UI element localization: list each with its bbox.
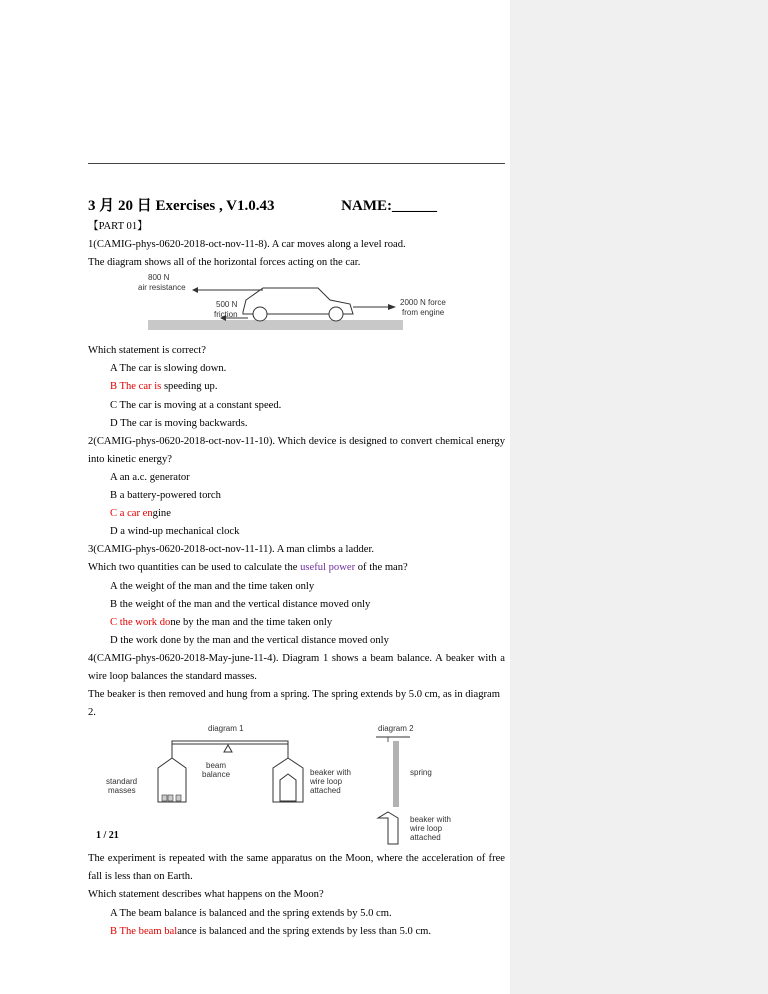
- part-heading: 【PART 01】: [88, 221, 148, 232]
- beaker-label: beaker with: [310, 768, 351, 778]
- q3-option-d: D the work done by the man and the vertical distance moved only: [110, 634, 389, 646]
- road: [148, 320, 403, 330]
- friction-value: 500 N: [216, 300, 238, 310]
- q4-stem: 4(CAMIG-phys-0620-2018-May-june-11-4). Diagram 1 shows a beam balance. A beaker with a wire loop balances the standard masses.: [88, 652, 505, 682]
- beaker2-label-3: attached: [410, 833, 441, 843]
- q2-option-b: B a battery-powered torch: [110, 490, 221, 502]
- option-text: ne by the man and the time taken only: [170, 616, 333, 628]
- q1-question: Which statement is correct?: [88, 345, 206, 357]
- q4-stem2: The beaker is then removed and hung from a spring. The spring extends by 5.0 cm, as in diagram 2.: [88, 689, 500, 719]
- q3-question: [88, 559, 505, 577]
- answer-highlight: B The beam bal: [110, 925, 178, 937]
- air-value: 800 N: [148, 273, 170, 283]
- q3-stem: 3(CAMIG-phys-0620-2018-oct-nov-11-11). A man climbs a ladder.: [88, 544, 375, 556]
- answer-highlight: C the work do: [110, 616, 171, 628]
- q1-stem: 1(CAMIG-phys-0620-2018-oct-nov-11-8). A car moves along a level road.: [88, 239, 406, 251]
- option-text: ance is balanced and the spring extends by less than 5.0 cm.: [177, 925, 432, 937]
- spring-label: spring: [410, 768, 432, 778]
- page-title: [88, 196, 505, 216]
- engine-label: from engine: [402, 308, 445, 318]
- option-text: speeding up.: [163, 381, 218, 393]
- beam: [172, 741, 288, 744]
- beam-label-2: balance: [202, 770, 231, 780]
- standard-label: standard: [106, 777, 138, 787]
- document-page: [88, 196, 505, 941]
- q4-stem3: The experiment is repeated with the same apparatus on the Moon, where the acceleration of free fall is less than on Earth.: [88, 853, 505, 883]
- engine-value: 2000 N force: [400, 298, 446, 308]
- comment-pane: [510, 0, 768, 994]
- q3-option-a: A the weight of the man and the time taken only: [110, 580, 315, 592]
- beaker-label-3: attached: [310, 786, 341, 796]
- beaker-label-2: wire loop: [310, 777, 343, 787]
- name-field: NAME:______: [341, 198, 437, 214]
- q1-stem2: The diagram shows all of the horizontal forces acting on the car.: [88, 257, 361, 269]
- q4-option-a: A The beam balance is balanced and the spring extends by 5.0 cm.: [110, 907, 392, 919]
- q2-option-a: A an a.c. generator: [110, 471, 190, 483]
- air-label: air resistance: [138, 283, 186, 293]
- header-rule: [88, 163, 505, 164]
- q1-option-a: A The car is slowing down.: [110, 363, 227, 375]
- q2-option-c: [88, 505, 505, 523]
- balance-spring-diagram: [88, 722, 505, 846]
- masses-label: masses: [108, 786, 136, 796]
- answer-highlight: B The car is: [110, 381, 164, 393]
- beam-label: beam: [206, 761, 227, 771]
- beaker2-label: beaker with: [410, 815, 451, 825]
- text: Which two quantities can be used to calculate the: [88, 562, 301, 574]
- page-number: 1 / 21: [96, 830, 119, 841]
- q4-question: Which statement describes what happens on the Moon?: [88, 889, 324, 901]
- diagram2-label: diagram 2: [378, 724, 414, 734]
- q2-option-d: D a wind-up mechanical clock: [110, 526, 240, 538]
- q1-option-d: D The car is moving backwards.: [110, 417, 248, 429]
- left-pan: [158, 744, 186, 802]
- beaker2-label-2: wire loop: [410, 824, 443, 834]
- title-text: 3 月 20 日 Exercises , V1.0.43: [88, 198, 275, 214]
- option-text: gine: [152, 508, 171, 520]
- q2-stem: 2(CAMIG-phys-0620-2018-oct-nov-11-10). Which device is designed to convert chemical energy into kinetic energy?: [88, 435, 505, 465]
- answer-highlight: C a car en: [110, 508, 153, 520]
- diagram1-label: diagram 1: [208, 724, 244, 734]
- q3-option-b: B the weight of the man and the vertical distance moved only: [110, 598, 371, 610]
- text: of the man?: [355, 562, 408, 574]
- q1-option-c: C The car is moving at a constant speed.: [110, 399, 282, 411]
- q1-option-b: [88, 378, 505, 396]
- q3-option-c: [88, 614, 505, 632]
- spring: [388, 737, 399, 806]
- hanging-beaker: [378, 812, 398, 844]
- car-forces-diagram: [88, 272, 505, 336]
- q4-option-b: [88, 923, 505, 941]
- friction-label: friction: [214, 310, 238, 320]
- highlight: useful power: [300, 562, 356, 574]
